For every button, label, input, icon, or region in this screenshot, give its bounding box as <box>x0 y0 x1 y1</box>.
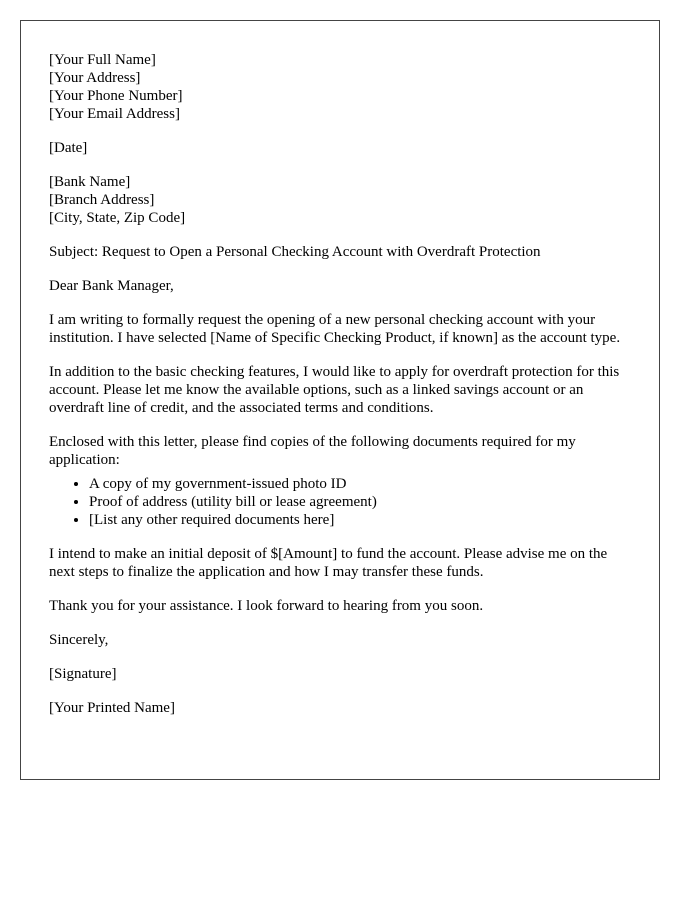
recipient-branch-address: [Branch Address] <box>49 192 155 208</box>
printed-name: [Your Printed Name] <box>49 700 175 716</box>
sender-phone: [Your Phone Number] <box>49 88 183 104</box>
body-paragraph-deposit: I intend to make an initial deposit of $[Amount] to fund the account. Please advise me on the next steps to finalize the application and how I may transfer these funds. <box>49 546 608 580</box>
list-item: • Proof of address (utility bill or lease agreement) <box>89 493 631 511</box>
body-paragraph-overdraft: In addition to the basic checking features, I would like to apply for overdraft protection for this account. Please let me know the available options, such as a linked savings account or an overdraft line of credit, and the associated terms and conditions. <box>49 364 620 416</box>
list-item: • A copy of my government-issued photo ID <box>89 475 631 493</box>
list-item: • [List any other required documents here] <box>89 511 631 529</box>
document-list <box>49 475 631 529</box>
recipient-bank-name: [Bank Name] <box>49 174 131 190</box>
recipient-block <box>49 173 631 227</box>
body-paragraph-thanks: Thank you for your assistance. I look forward to hearing from you soon. <box>49 598 484 614</box>
sender-address: [Your Address] <box>49 70 141 86</box>
sender-name: [Your Full Name] <box>49 52 156 68</box>
recipient-city-state-zip: [City, State, Zip Code] <box>49 210 186 226</box>
salutation: Dear Bank Manager, <box>49 278 174 294</box>
sender-email: [Your Email Address] <box>49 106 180 122</box>
letter-document <box>20 20 660 780</box>
subject-line: Subject: Request to Open a Personal Checking Account with Overdraft Protection <box>49 244 541 260</box>
signature: [Signature] <box>49 666 117 682</box>
body-paragraph-request: I am writing to formally request the opening of a new personal checking account with your institution. I have selected [Name of Specific Checking Product, if known] as the account type. <box>49 312 621 346</box>
closing: Sincerely, <box>49 632 109 648</box>
body-paragraph-enclosures: Enclosed with this letter, please find copies of the following documents required for my application: <box>49 434 576 468</box>
sender-block <box>49 51 631 123</box>
letter-date: [Date] <box>49 140 88 156</box>
